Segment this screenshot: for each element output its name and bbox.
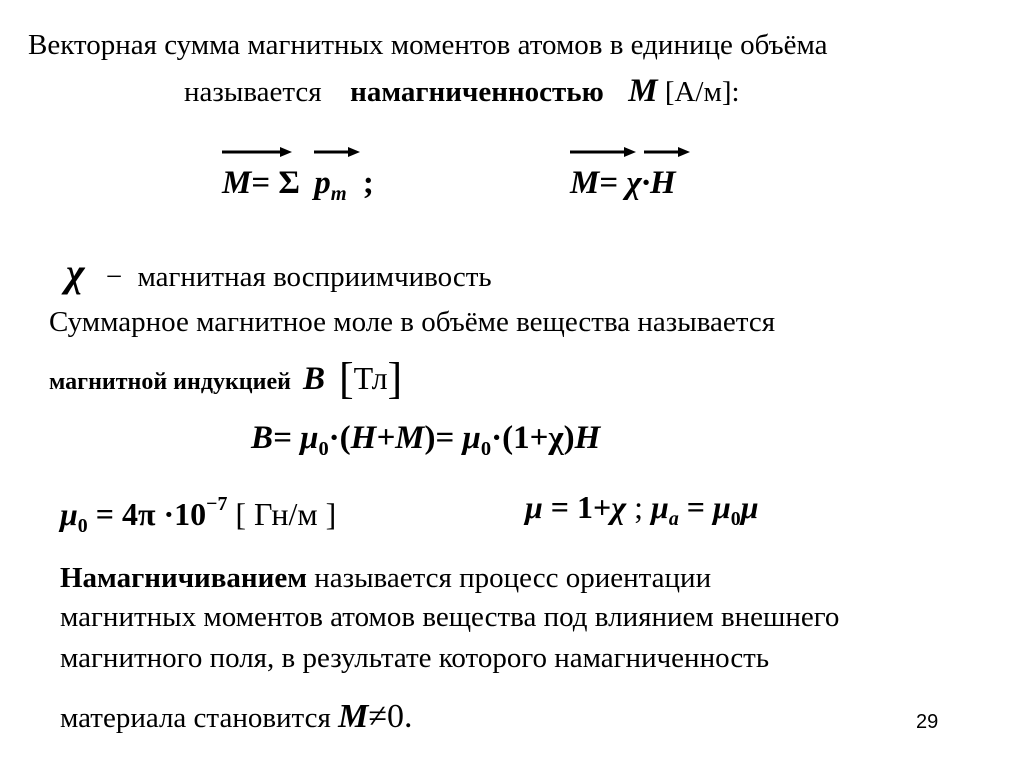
chi-definition-symbol: χ [66,250,85,295]
induction-line-2: магнитной индукцией B [Тл] [49,354,403,403]
vector-arrow-icon [314,146,360,158]
vector-arrow-icon [644,146,690,158]
magnetization-line-3: магнитного поля, в результате которого намагниченность [60,642,770,674]
magnetization-line-1: Намагничиванием называется процесс ориентации [60,562,712,594]
formula-magnetization-chi: M= χ· H [570,165,676,202]
magnetization-line-4: материала становится M≠0. [60,698,413,735]
vector-m-2: M [570,165,599,202]
chi-definition [66,249,492,296]
equals-sigma: = Σ [251,165,300,201]
semicolon: ; [362,165,374,201]
intro-called: называется [184,76,322,108]
intro-line-2 [184,73,740,110]
intro-line-1: Векторная сумма магнитных моментов атомов в единице объёма [28,29,828,61]
induction-line-1: Суммарное магнитное моле в объёме вещества называется [49,306,776,338]
formula-induction: $B= \mu_0\cdot(H+M)= \mu_0\cdot(1+\chi)H$ [251,420,601,461]
induction-unit: Тл [353,360,388,396]
magnetization-term: намагниченностью [350,76,604,108]
formula-magnetization-sum [222,165,374,206]
chi-symbol: χ [626,165,642,201]
formula-mu-relations: μ = 1+χ ; $\mu_a = \mu_0\mu$ [525,489,759,530]
induction-symbol: B [302,361,325,397]
induction-term: магнитной индукцией [49,369,291,395]
vector-h: H [650,165,676,202]
chi-definition-dash: − [105,261,123,293]
magnetization-line-2: магнитных моментов атомов вещества под влиянием внешнего [60,601,840,633]
magnetization-symbol: M [628,73,658,109]
vector-m-1: M [222,165,251,202]
vector-arrow-icon [222,146,292,158]
vector-p-m: $p_m$ [314,165,346,202]
formula-mu0: $\mu_0 = 4\pi \cdot 10^{-7}$ [ Гн/м ] [60,493,337,537]
chi-definition-text: магнитная восприимчивость [137,261,492,293]
magnetization-unit: [А/м]: [664,76,740,108]
magnetization-process-term: Намагничиванием [60,562,307,594]
slide-number: 29 [916,711,939,733]
vector-arrow-icon [570,146,636,158]
